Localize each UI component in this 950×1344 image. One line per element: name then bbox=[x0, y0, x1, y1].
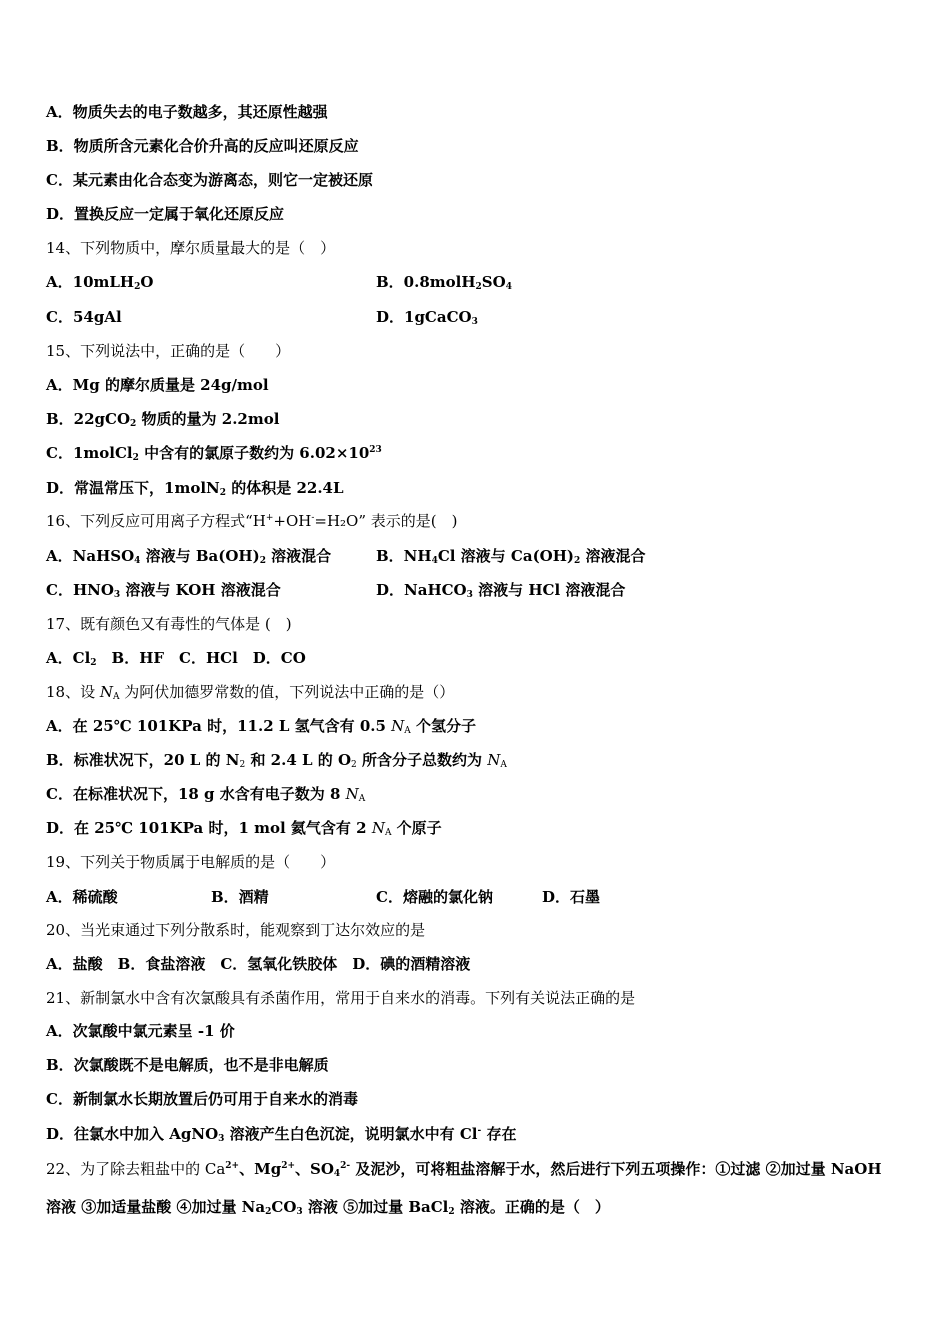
q18-stem-post: 为阿伏加德罗常数的值，下列说法中正确的是（） bbox=[119, 683, 455, 701]
q13-option-c bbox=[46, 170, 373, 190]
q15-c-pre: C．1molCl bbox=[46, 444, 133, 462]
q19-stem-text: 19、下列关于物质属于电解质的是（ ） bbox=[46, 853, 336, 871]
q22-l2-pre: 溶液 ③加适量盐酸 ④加过量 Na bbox=[46, 1198, 266, 1216]
q17-stem-text: 17、既有颜色又有毒性的气体是 ( ) bbox=[46, 615, 292, 633]
q21-option-d bbox=[46, 1124, 516, 1144]
q18-a-na-sub: A bbox=[404, 726, 411, 736]
q19-option-b: B．酒精 bbox=[211, 888, 269, 906]
q21-stem-text: 21、新制氯水中含有次氯酸具有杀菌作用，常用于自来水的消毒。下列有关说法正确的是 bbox=[46, 989, 636, 1007]
q18-option-a bbox=[46, 716, 476, 736]
q22-l2-sub3: 2 bbox=[448, 1207, 455, 1217]
q15-b-post: 物质的量为 2.2mol bbox=[136, 410, 280, 428]
q16-option-a bbox=[46, 547, 331, 565]
q18-a-post: 个氢分子 bbox=[410, 717, 477, 735]
q14-option-b bbox=[376, 272, 512, 292]
q21-d-sup: - bbox=[477, 1126, 482, 1136]
q15-option-d bbox=[46, 478, 344, 498]
q16-b-sub2: 2 bbox=[574, 556, 581, 566]
q21-option-a bbox=[46, 1021, 235, 1041]
q16-d-post: 溶液与 HCl 溶液混合 bbox=[472, 581, 626, 599]
q21-option-a-text: A．次氯酸中氯元素呈 -1 价 bbox=[46, 1022, 235, 1040]
q13-option-d bbox=[46, 204, 284, 224]
q15-stem bbox=[46, 341, 290, 361]
q14-d-pre: D．1gCaCO bbox=[376, 308, 472, 326]
q19-option-d: D．石墨 bbox=[542, 888, 601, 906]
q13-option-d-text: D．置换反应一定属于氧化还原反应 bbox=[46, 205, 285, 223]
q18-c-na-sub: A bbox=[358, 794, 366, 804]
q19-stem bbox=[46, 852, 335, 872]
q22-l2-sub1: 2 bbox=[265, 1207, 272, 1217]
q19-option-a: A．稀硫酸 bbox=[46, 888, 118, 906]
q16-d-pre: D．NaHCO bbox=[376, 581, 467, 599]
q17-options bbox=[46, 648, 306, 668]
q14-b-sub2: 4 bbox=[505, 282, 512, 292]
q22-l1-s1: 、Mg bbox=[239, 1160, 282, 1178]
q21-d-pre: D．往氯水中加入 AgNO bbox=[46, 1125, 219, 1143]
q18-d-na: N bbox=[371, 819, 385, 837]
q16-b-post: 溶液混合 bbox=[580, 547, 646, 565]
q22-l1-sup3: 2- bbox=[340, 1161, 351, 1171]
q19-option-c: C．熔融的氯化钠 bbox=[376, 888, 493, 906]
q13-option-b-text: B．物质所含元素化合价升高的反应叫还原反应 bbox=[46, 137, 359, 155]
q17-opts-pre: A．Cl bbox=[46, 649, 91, 667]
q22-l1-pre: 22、为了除去粗盐中的 Ca bbox=[46, 1160, 226, 1178]
q14-b-mid: SO bbox=[481, 273, 506, 291]
q18-b-sub2: 2 bbox=[351, 760, 357, 770]
q18-b-mid2: 所含分子总数约为 bbox=[356, 751, 488, 769]
q16-stem-pre: 16、下列反应可用离子方程式“H bbox=[46, 512, 266, 530]
q20-stem bbox=[46, 920, 425, 940]
q14-stem bbox=[46, 238, 335, 258]
q15-d-pre: D．常温常压下，1molN bbox=[46, 479, 220, 497]
q21-d-mid: 溶液产生白色沉淀，说明氯水中有 Cl bbox=[224, 1125, 478, 1143]
q21-d-post: 存在 bbox=[481, 1125, 517, 1143]
q14-option-c: C．54gAl bbox=[46, 308, 122, 326]
q15-c-sup: 23 bbox=[369, 445, 382, 455]
q20-stem-text: 20、当光束通过下列分散系时，能观察到丁达尔效应的是 bbox=[46, 921, 426, 939]
q17-stem bbox=[46, 614, 292, 634]
q16-a-sub2: 2 bbox=[259, 556, 266, 566]
q18-b-na: N bbox=[487, 751, 501, 769]
q18-c-pre: C．在标准状况下，18 g 水含有电子数为 8 bbox=[46, 785, 346, 803]
q16-a-mid: 溶液与 Ba(OH) bbox=[140, 547, 260, 565]
q16-c-pre: C．HNO bbox=[46, 581, 114, 599]
q22-line-2 bbox=[46, 1197, 610, 1217]
q13-option-a-text: A．物质失去的电子数越多，其还原性越强 bbox=[46, 103, 328, 121]
q15-d-sub: 2 bbox=[219, 488, 226, 498]
q15-b-sub: 2 bbox=[130, 419, 137, 429]
q13-option-b bbox=[46, 136, 359, 156]
q16-stem-post: =H₂O” 表示的是( ) bbox=[314, 512, 458, 530]
q21-option-b-text: B．次氯酸既不是电解质，也不是非电解质 bbox=[46, 1056, 329, 1074]
q18-c-na: N bbox=[345, 785, 359, 803]
q18-option-b bbox=[46, 750, 507, 770]
q18-b-pre: B．标准状况下，20 L 的 N bbox=[46, 751, 240, 769]
q22-l1-post: 及泥沙，可将粗盐溶解于水，然后进行下列五项操作：①过滤 ②加过量 NaOH bbox=[350, 1160, 882, 1178]
q21-option-b bbox=[46, 1055, 329, 1075]
q20-options-text: A．盐酸 B．食盐溶液 C．氢氧化铁胶体 D．碘的酒精溶液 bbox=[46, 955, 471, 973]
q17-opts-sub: 2 bbox=[90, 658, 97, 668]
q16-option-c bbox=[46, 581, 281, 599]
q16-a-sub1: 4 bbox=[134, 556, 141, 566]
q22-l2-s1: CO bbox=[271, 1198, 297, 1216]
q22-line-1 bbox=[46, 1159, 882, 1179]
q16-options-row1 bbox=[46, 546, 906, 566]
q22-l1-sup2: 2+ bbox=[281, 1161, 295, 1171]
q16-d-sub: 3 bbox=[466, 590, 473, 600]
q20-options bbox=[46, 954, 470, 974]
q16-options-row2 bbox=[46, 580, 906, 600]
q16-stem-mid: +OH bbox=[273, 512, 312, 530]
q18-d-post: 个原子 bbox=[391, 819, 442, 837]
q16-b-sub1: 4 bbox=[431, 556, 438, 566]
q18-stem-na-sub: A bbox=[112, 692, 120, 702]
q14-stem-text: 14、下列物质中，摩尔质量最大的是（ ） bbox=[46, 239, 336, 257]
q15-d-post: 的体积是 22.4L bbox=[226, 479, 344, 497]
q19-options bbox=[46, 887, 906, 907]
q18-a-na: N bbox=[391, 717, 405, 735]
q18-b-mid: 和 2.4 L 的 O bbox=[245, 751, 352, 769]
q15-stem-text: 15、下列说法中，正确的是（ ） bbox=[46, 342, 291, 360]
q14-option-d bbox=[376, 307, 478, 327]
q14-option-a bbox=[46, 273, 153, 291]
q16-c-sub: 3 bbox=[113, 590, 121, 600]
q21-d-sub: 3 bbox=[218, 1134, 225, 1144]
q13-option-a bbox=[46, 102, 328, 122]
q14-a-post: O bbox=[140, 273, 154, 291]
q15-b-pre: B．22gCO bbox=[46, 410, 131, 428]
q18-b-na-sub: A bbox=[500, 760, 507, 770]
q21-option-c-text: C．新制氯水长期放置后仍可用于自来水的消毒 bbox=[46, 1090, 358, 1108]
q15-c-sub: 2 bbox=[132, 453, 139, 463]
q16-stem bbox=[46, 511, 458, 531]
q22-l2-post: 溶液。正确的是（ ） bbox=[454, 1198, 610, 1216]
q16-a-pre: A．NaHSO bbox=[46, 547, 135, 565]
q14-b-pre: B．0.8molH bbox=[376, 273, 476, 291]
q15-option-b bbox=[46, 409, 279, 429]
q22-l2-s2: 溶液 ⑤加过量 BaCl bbox=[302, 1198, 449, 1216]
q14-a-sub: 2 bbox=[134, 282, 141, 292]
q18-option-c bbox=[46, 784, 365, 804]
q21-stem bbox=[46, 988, 635, 1008]
q15-c-mid: 中含有的氯原子数约为 6.02×10 bbox=[138, 444, 370, 462]
q21-option-c bbox=[46, 1089, 358, 1109]
q13-option-c-text: C．某元素由化合态变为游离态，则它一定被还原 bbox=[46, 171, 373, 189]
q16-stem-sup1: + bbox=[265, 513, 274, 523]
q14-b-sub1: 2 bbox=[475, 282, 482, 292]
q16-stem-sup2: - bbox=[311, 513, 315, 523]
q18-d-na-sub: A bbox=[384, 828, 392, 838]
q16-c-post: 溶液与 KOH 溶液混合 bbox=[120, 581, 281, 599]
q18-option-d bbox=[46, 818, 442, 838]
q22-l1-s2: 、SO bbox=[295, 1160, 334, 1178]
q16-b-mid: Cl 溶液与 Ca(OH) bbox=[437, 547, 575, 565]
q15-option-c bbox=[46, 443, 382, 463]
q17-opts-post: B．HF C．HCl D．CO bbox=[96, 649, 306, 667]
q15-option-a-text: A．Mg 的摩尔质量是 24g/mol bbox=[46, 376, 269, 394]
q14-a-pre: A．10mLH bbox=[46, 273, 135, 291]
q16-a-post: 溶液混合 bbox=[265, 547, 332, 565]
q18-b-sub1: 2 bbox=[239, 760, 246, 770]
q16-b-pre: B．NH bbox=[376, 547, 432, 565]
q18-a-pre: A．在 25℃ 101KPa 时，11.2 L 氢气含有 0.5 bbox=[46, 717, 392, 735]
q18-stem-pre: 18、设 bbox=[46, 683, 100, 701]
q16-option-b bbox=[376, 546, 646, 566]
q14-options-row1 bbox=[46, 272, 906, 292]
q22-l1-sup1: 2+ bbox=[225, 1161, 240, 1171]
q18-stem bbox=[46, 682, 454, 702]
q22-l1-sub3: 4 bbox=[333, 1169, 341, 1179]
q16-option-d bbox=[376, 580, 625, 600]
q15-option-a bbox=[46, 375, 269, 395]
q22-l2-sub2: 3 bbox=[296, 1207, 303, 1217]
q14-d-sub: 3 bbox=[471, 317, 478, 327]
q14-options-row2 bbox=[46, 307, 906, 327]
q18-stem-na: N bbox=[99, 683, 113, 701]
q18-d-pre: D．在 25℃ 101KPa 时，1 mol 氦气含有 2 bbox=[46, 819, 372, 837]
